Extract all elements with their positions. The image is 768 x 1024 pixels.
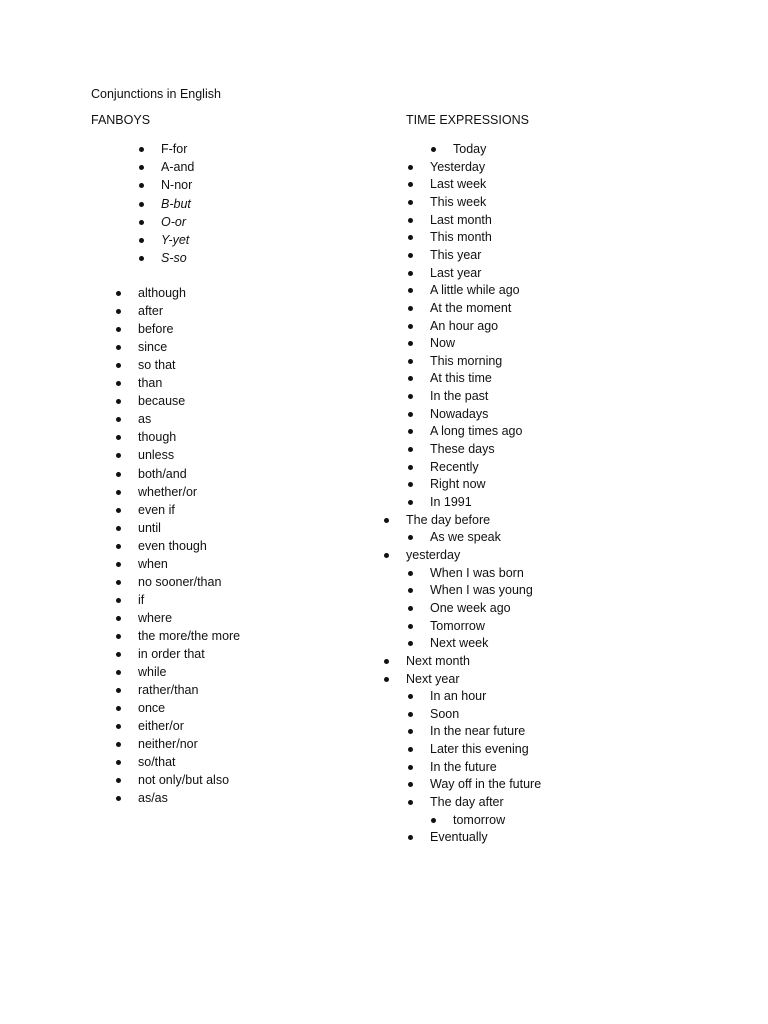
list-item-text: yesterday xyxy=(406,547,461,562)
bullet-icon xyxy=(408,835,413,840)
list-item-text: In the future xyxy=(430,759,497,774)
list-item-text: unless xyxy=(138,448,175,463)
bullet-icon xyxy=(116,778,121,783)
list-item-text: Right now xyxy=(430,477,486,492)
bullet-icon xyxy=(408,500,413,505)
list-item-text: B-but xyxy=(161,196,191,211)
list-item-text: The day after xyxy=(430,795,504,810)
bullet-icon xyxy=(116,760,121,765)
bullet-icon xyxy=(384,553,389,558)
list-item-text: not only/but also xyxy=(138,773,230,788)
list-item-text: rather/than xyxy=(138,683,199,698)
list-item-text: since xyxy=(138,340,168,355)
bullet-icon xyxy=(116,616,121,621)
list-item-text: Next year xyxy=(406,671,460,686)
list-item-text: These days xyxy=(430,442,495,457)
bullet-icon xyxy=(408,694,413,699)
list-item-text: In the past xyxy=(430,389,489,404)
bullet-icon xyxy=(408,765,413,770)
list-item-text: once xyxy=(138,701,166,716)
list-item-text: The day before xyxy=(406,512,491,527)
bullet-icon xyxy=(408,606,413,611)
bullet-icon xyxy=(408,465,413,470)
list-item-text: Way off in the future xyxy=(430,777,542,792)
bullet-icon xyxy=(408,359,413,364)
bullet-icon xyxy=(139,220,144,225)
list-item-text: as/as xyxy=(138,791,168,806)
list-item-text: Recently xyxy=(430,459,479,474)
bullet-icon xyxy=(116,544,121,549)
list-item-text: At the moment xyxy=(430,300,512,315)
list-item-text: in order that xyxy=(138,647,205,661)
list-item-text: whether/or xyxy=(138,484,198,499)
bullet-icon xyxy=(408,747,413,752)
bullet-icon xyxy=(139,147,144,152)
list-item-text: though xyxy=(138,430,177,445)
list-item-text: As we speak xyxy=(430,530,501,545)
bullet-icon xyxy=(116,742,121,747)
list-item-text: neither/nor xyxy=(138,737,198,752)
bullet-icon xyxy=(116,381,121,386)
bullet-icon xyxy=(139,165,144,170)
bullet-icon xyxy=(116,435,121,440)
bullet-icon xyxy=(139,256,144,261)
list-item-text: after xyxy=(138,304,164,319)
bullet-icon xyxy=(408,535,413,540)
bullet-icon xyxy=(408,482,413,487)
list-item-text: Yesterday xyxy=(430,159,486,174)
bullet-icon xyxy=(116,688,121,693)
bullet-icon xyxy=(116,453,121,458)
list-item-text: An hour ago xyxy=(430,318,499,333)
bullet-icon xyxy=(116,363,121,368)
list-item-text: This week xyxy=(430,194,487,209)
bullet-icon xyxy=(408,306,413,311)
list-item-text: Nowadays xyxy=(430,406,489,421)
bullet-icon xyxy=(408,712,413,717)
bullet-icon xyxy=(408,376,413,381)
bullet-icon xyxy=(408,235,413,240)
bullet-icon xyxy=(116,706,121,711)
bullet-icon xyxy=(116,508,121,513)
bullet-icon xyxy=(139,238,144,243)
bullet-icon xyxy=(116,309,121,314)
list-item-text: where xyxy=(138,610,173,625)
list-item-text: Last week xyxy=(430,177,487,192)
list-item-text: This month xyxy=(430,230,492,245)
bullet-icon xyxy=(116,796,121,801)
list-item-text: no sooner/than xyxy=(138,574,222,589)
list-item-text: A-and xyxy=(161,160,195,175)
list-item-text: Today xyxy=(453,142,487,156)
bullet-icon xyxy=(116,562,121,567)
list-item-text: the more/the more xyxy=(138,628,241,643)
bullet-icon xyxy=(408,782,413,787)
bullet-icon xyxy=(116,291,121,296)
bullet-icon xyxy=(116,399,121,404)
bullet-icon xyxy=(408,641,413,646)
list-item-text: both/and xyxy=(138,466,187,481)
bullet-icon xyxy=(384,518,389,523)
bullet-icon xyxy=(116,580,121,585)
bullet-icon xyxy=(384,677,389,682)
list-item-text: Last year xyxy=(430,265,482,280)
bullet-icon xyxy=(408,182,413,187)
bullet-icon xyxy=(408,571,413,576)
list-item-text: while xyxy=(138,665,167,680)
bullet-icon xyxy=(408,324,413,329)
bullet-icon xyxy=(408,588,413,593)
bullet-icon xyxy=(116,327,121,332)
list-item-text: A little while ago xyxy=(430,283,520,298)
list-item-text: until xyxy=(138,520,161,535)
bullet-icon xyxy=(116,598,121,603)
list-item-text: S-so xyxy=(161,251,187,266)
bullet-icon xyxy=(408,412,413,417)
fanboys-heading: FANBOYS xyxy=(91,113,151,127)
bullet-icon xyxy=(408,218,413,223)
list-item-text: In an hour xyxy=(430,689,487,704)
list-item-text: even if xyxy=(138,502,175,517)
bullet-icon xyxy=(116,345,121,350)
bullet-icon xyxy=(408,800,413,805)
list-item-text: even though xyxy=(138,538,207,553)
bullet-icon xyxy=(139,202,144,207)
bullet-icon xyxy=(116,490,121,495)
list-item-text: although xyxy=(138,286,186,300)
list-item-text: Soon xyxy=(430,706,460,721)
list-item-text: Now xyxy=(430,336,456,351)
list-item-text: when xyxy=(138,556,168,571)
list-item-text: Next week xyxy=(430,636,489,651)
bullet-icon xyxy=(408,271,413,276)
list-item-text: N-nor xyxy=(161,178,193,193)
bullet-icon xyxy=(139,183,144,188)
bullet-icon xyxy=(384,659,389,664)
list-item-text: either/or xyxy=(138,719,184,734)
list-item-text: Next month xyxy=(406,653,470,668)
bullet-icon xyxy=(116,670,121,675)
list-item-text: because xyxy=(138,394,186,409)
bullet-icon xyxy=(431,147,436,152)
list-item-text: than xyxy=(138,376,163,391)
bullet-icon xyxy=(408,447,413,452)
bullet-icon xyxy=(408,341,413,346)
bullet-icon xyxy=(116,634,121,639)
list-item-text: This morning xyxy=(430,353,503,368)
list-item-text: Last month xyxy=(430,212,492,227)
list-item-text: if xyxy=(138,592,145,607)
bullet-icon xyxy=(408,729,413,734)
bullet-icon xyxy=(431,818,436,823)
list-item-text: Y-yet xyxy=(161,233,190,247)
list-item-text: Eventually xyxy=(430,830,488,845)
bullet-icon xyxy=(408,624,413,629)
list-item-text: tomorrow xyxy=(453,812,506,827)
time-expressions-heading: TIME EXPRESSIONS xyxy=(406,113,529,127)
bullet-icon xyxy=(408,253,413,258)
bullet-icon xyxy=(408,394,413,399)
list-item-text: When I was young xyxy=(430,583,533,598)
list-item-text: One week ago xyxy=(430,600,511,615)
list-item-text: In 1991 xyxy=(430,495,472,509)
list-item-text: At this time xyxy=(430,371,492,386)
bullet-icon xyxy=(116,724,121,729)
bullet-icon xyxy=(116,526,121,531)
list-item-text: In the near future xyxy=(430,724,526,739)
document-title: Conjunctions in English xyxy=(91,87,221,101)
bullet-icon xyxy=(408,288,413,293)
bullet-icon xyxy=(116,472,121,477)
list-item-text: This year xyxy=(430,247,482,262)
bullet-icon xyxy=(116,417,121,422)
list-item-text: Tomorrow xyxy=(430,618,485,633)
list-item-text: so/that xyxy=(138,755,176,770)
list-item-text: before xyxy=(138,322,174,337)
bullet-icon xyxy=(408,429,413,434)
bullet-icon xyxy=(116,652,121,657)
list-item-text: so that xyxy=(138,358,176,373)
list-item-text: When I was born xyxy=(430,565,524,580)
list-item-text: Later this evening xyxy=(430,742,529,757)
list-item-text: A long times ago xyxy=(430,424,523,439)
bullet-icon xyxy=(408,165,413,170)
bullet-icon xyxy=(408,200,413,205)
list-item-text: O-or xyxy=(161,214,186,229)
list-item-text: F-for xyxy=(161,142,188,156)
list-item-text: as xyxy=(138,412,152,427)
